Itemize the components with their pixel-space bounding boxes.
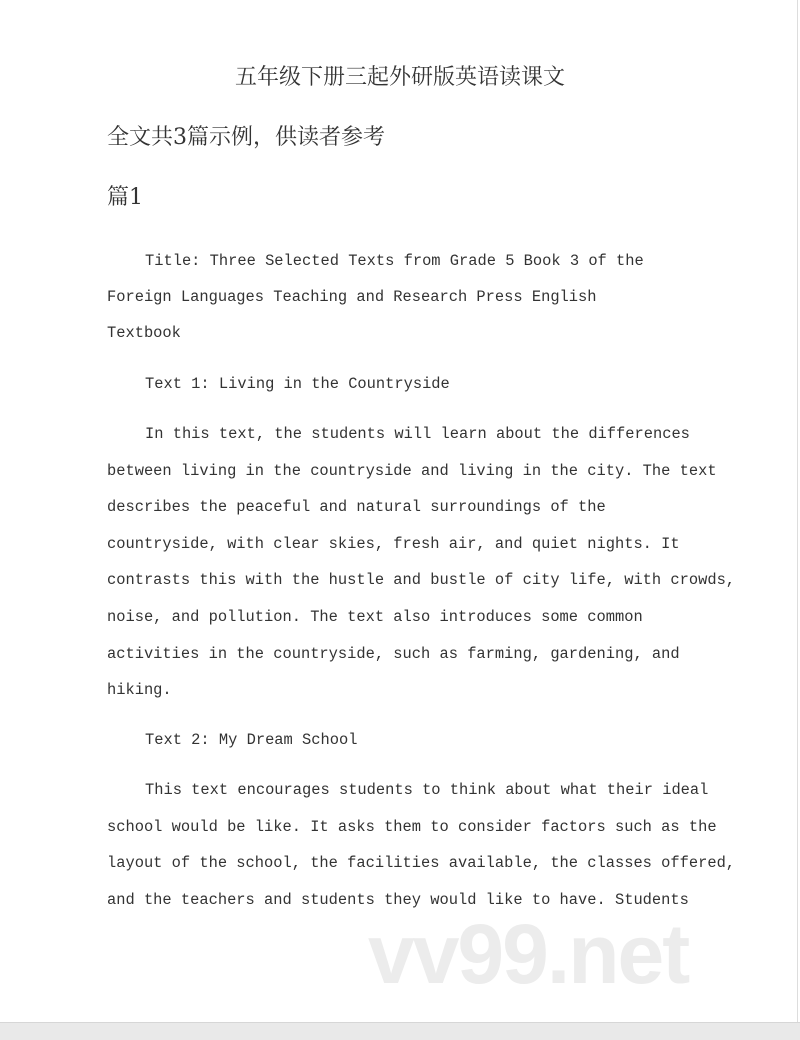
heading-line: Textbook: [107, 324, 181, 342]
text1-heading: Text 1: Living in the Countryside: [145, 375, 450, 393]
paragraph-line: layout of the school, the facilities available, the classes offered,: [107, 854, 736, 872]
text2-heading: Text 2: My Dream School: [145, 731, 358, 749]
heading-line: Foreign Languages Teaching and Research Press English: [107, 288, 597, 306]
paragraph-line: between living in the countryside and living in the city. The text: [107, 462, 717, 480]
paragraph-line: school would be like. It asks them to consider factors such as the: [107, 818, 717, 836]
document-subtitle: 全文共3篇示例，供读者参考: [107, 125, 385, 150]
viewer-bottom-edge: [0, 1022, 800, 1040]
document-title: 五年级下册三起外研版英语读课文: [234, 65, 565, 90]
paragraph-line: This text encourages students to think about what their ideal: [145, 781, 709, 799]
section-label: 篇1: [107, 185, 143, 210]
paragraph-line: and the teachers and students they would like to have. Students: [107, 891, 689, 909]
paragraph-line: In this text, the students will learn about the differences: [145, 425, 690, 443]
heading-line: Title: Three Selected Texts from Grade 5 Book 3 of the: [145, 252, 644, 270]
paragraph-line: activities in the countryside, such as farming, gardening, and: [107, 645, 680, 663]
watermark: vv99.net: [368, 907, 689, 1001]
paragraph-line: describes the peaceful and natural surroundings of the: [107, 498, 606, 516]
paragraph-line: countryside, with clear skies, fresh air, and quiet nights. It: [107, 535, 680, 553]
paragraph-line: contrasts this with the hustle and bustle of city life, with crowds,: [107, 571, 736, 589]
paragraph-line: hiking.: [107, 681, 172, 699]
paragraph-line: noise, and pollution. The text also introduces some common: [107, 608, 643, 626]
